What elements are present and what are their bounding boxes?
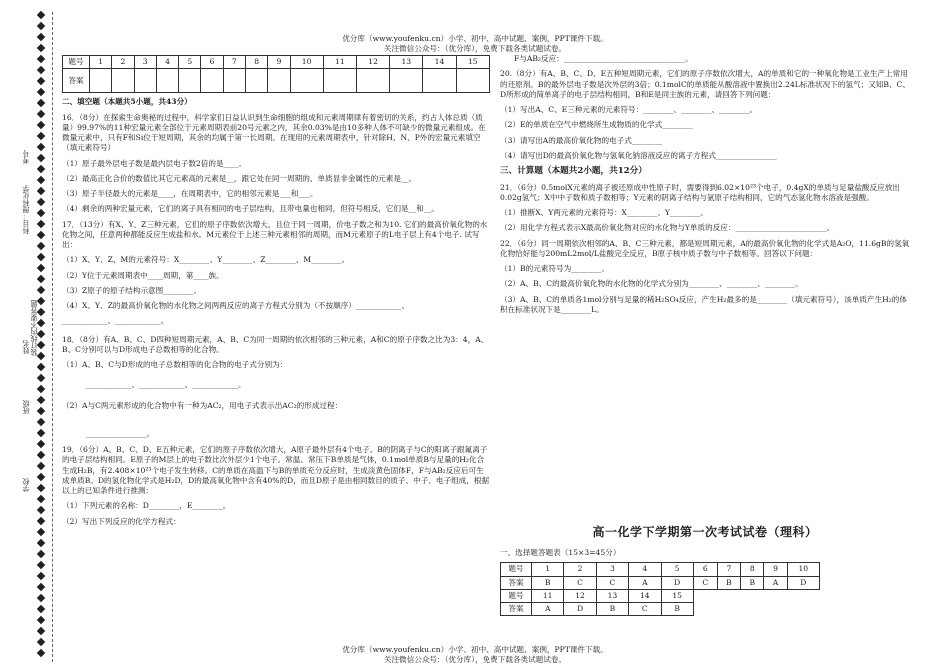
binding-diamond	[37, 22, 45, 30]
key-q: 5	[661, 563, 693, 576]
section2-heading: 二、填空题（本题共5小题，共43分）	[62, 97, 192, 107]
binding-diamond	[37, 528, 45, 536]
spine-class: 班级	[22, 400, 30, 414]
page-header	[250, 34, 700, 55]
q22-s1: （1）B的元素符号为________。	[500, 264, 610, 274]
key-q: 9	[764, 563, 787, 576]
binding-diamond	[37, 517, 45, 525]
grid-answer-cell[interactable]	[201, 69, 223, 93]
binding-diamond	[37, 495, 45, 503]
grid-answer-cell[interactable]	[223, 69, 245, 93]
binding-diamond	[37, 264, 45, 272]
left-column	[62, 55, 490, 532]
grid-num: 12	[356, 56, 389, 69]
key-label: 题号	[501, 563, 532, 576]
binding-diamond	[37, 539, 45, 547]
key-a: C	[564, 576, 596, 589]
binding-diamond	[37, 165, 45, 173]
q17-s4b: ____________、____________。	[62, 316, 169, 326]
binding-diamond	[37, 594, 45, 602]
q17-s3: （3）Z原子的原子结构示意图________。	[62, 285, 202, 295]
key-q: 14	[629, 589, 661, 602]
q17-s2: （2）Y位于元素周期表中____周期，第____族。	[62, 270, 224, 280]
q20-s4: （4）请写出D的最高价氧化物与氢氧化钠溶液反应的离子方程式________________	[500, 150, 777, 160]
binding-diamond	[37, 374, 45, 382]
q17-s1: （1）X、Y、Z、M的元素符号：X________、Y________、Z________、M________。	[62, 255, 350, 265]
left-body	[62, 97, 490, 527]
q20-s1: （1）写出A、C、E三种元素的元素符号：________、________、________。	[500, 105, 758, 114]
key-a: C	[629, 603, 661, 616]
q20-s3: （3）请写出A的最高价氧化物的电子式________	[500, 135, 663, 145]
binding-diamond	[37, 561, 45, 569]
answer-sheet-section1: 一、选择题答题表（15×3=45分）	[500, 548, 621, 558]
q18-s2: （2）A与C两元素形成的化合物中有一种为AC₂，用电子式表示出AC₂的形成过程：	[62, 400, 343, 410]
key-empty	[693, 589, 819, 602]
binding-diamond	[37, 363, 45, 371]
grid-answer-cell[interactable]	[112, 69, 134, 93]
binding-diamond	[37, 484, 45, 492]
grid-answer-cell[interactable]	[423, 69, 456, 93]
section3-heading: 三、计算题（本题共2小题，共12分）	[500, 166, 647, 176]
grid-num: 7	[223, 56, 245, 69]
grid-num: 1	[90, 56, 112, 69]
q20-s2: （2）E的单质在空气中燃烧所生成物质的化学式________	[500, 120, 693, 130]
grid-num: 6	[201, 56, 223, 69]
grid-answer-cell[interactable]	[323, 69, 356, 93]
binding-diamond	[37, 187, 45, 195]
key-a: C	[693, 576, 717, 589]
answer-key-table	[500, 562, 820, 616]
binding-diamond	[37, 132, 45, 140]
q17-s4: （4）X、Y、Z的最高价氧化物的水化物之间两两反应的离子方程式分别为（不按顺序）____________、	[62, 301, 410, 310]
spine-no-answer: 装订线内不要答题	[30, 300, 38, 356]
grid-num: 14	[423, 56, 456, 69]
q18-s1: （1）A、B、C与D形成的电子总数相等的化合物的电子式分别为：	[62, 360, 288, 369]
key-a: B	[717, 576, 740, 589]
q16-s1: （1）原子最外层电子数是最内层电子数2倍的是____。	[62, 158, 247, 168]
key-q: 1	[532, 563, 564, 576]
binding-diamond	[37, 220, 45, 228]
binding-diamond	[37, 143, 45, 151]
binding-line	[52, 12, 53, 662]
binding-diamond	[37, 154, 45, 162]
binding-diamond	[37, 88, 45, 96]
binding-diamond	[37, 583, 45, 591]
key-label: 题号	[501, 589, 532, 602]
binding-diamond	[37, 286, 45, 294]
grid-answer-cell[interactable]	[179, 69, 201, 93]
binding-diamond	[37, 440, 45, 448]
key-a: B	[741, 576, 764, 589]
binding-diamond	[37, 407, 45, 415]
grid-answer-cell[interactable]	[90, 69, 112, 93]
header-site-line: 优分库（www.youfenku.cn）小学、初中、高中试题、案例，PPT课件下载。	[342, 34, 608, 43]
answer-key-q-row-1	[501, 563, 820, 576]
grid-answer-cell[interactable]	[156, 69, 178, 93]
key-label: 答案	[501, 603, 532, 616]
key-q: 13	[596, 589, 628, 602]
binding-diamond	[37, 110, 45, 118]
grid-answer-cell[interactable]	[268, 69, 290, 93]
grid-num: 13	[390, 56, 423, 69]
binding-diamond	[37, 451, 45, 459]
key-q: 3	[596, 563, 628, 576]
key-a: A	[629, 576, 661, 589]
q16-s4: （4）剩余的两种宏量元素，它们的离子具有相同的电子层结构，且带电量也相同，但符号相反，它们是__和__。	[62, 204, 439, 214]
grid-answer-cell[interactable]	[134, 69, 156, 93]
q22-s3: （3）A、B、C的单质各1mol分别与足量的稀H₂SO₄反应，产生H₂最多的是________（填元素符号），该单质产生H₂的体积在标准状况下是________L。	[500, 294, 907, 314]
binding-diamond	[37, 176, 45, 184]
spine-name: 姓名	[22, 340, 30, 354]
key-a: A	[532, 603, 564, 616]
key-a: B	[661, 603, 693, 616]
q21-s2: （2）用化学方程式表示X最高价氧化物对应的水化物与Y单质的反应：________________________。	[500, 223, 835, 233]
binding-diamond	[37, 550, 45, 558]
answer-sheet	[500, 524, 910, 616]
q22-lead: 22．（6分）同一周期依次相邻的A、B、C三种元素，都是短周期元素，A的最高价氧化物的化学式是A₂O，11.6gB的氢氧化物恰好能与200mL2mol/L盐酸完全反应，B原子核中质子数与中子数相等。回答以下问题：	[500, 238, 910, 258]
binding-diamond	[37, 605, 45, 613]
binding-diamond	[37, 11, 45, 19]
key-label: 答案	[501, 576, 532, 589]
binding-diamond	[37, 231, 45, 239]
grid-answer-cell[interactable]	[390, 69, 423, 93]
q18-s1-blanks: ____________、____________、____________。	[86, 380, 246, 390]
q19-s1: （1）下列元素的名称：D________，E________。	[62, 501, 231, 511]
right-top-line: F与AB₂反应：________________________________。	[514, 54, 693, 63]
q19-s2: （2）写出下列反应的化学方程式：	[62, 516, 181, 526]
binding-diamond	[37, 462, 45, 470]
key-q: 7	[717, 563, 740, 576]
key-q: 2	[564, 563, 596, 576]
binding-diamond	[37, 44, 45, 52]
grid-num: 11	[323, 56, 356, 69]
grid-answer-cell[interactable]	[290, 69, 323, 93]
key-q: 10	[787, 563, 819, 576]
binding-diamond	[37, 253, 45, 261]
q16-s3: （3）原子半径最大的元素是____，在周期表中，它的相邻元素是___和___。	[62, 189, 318, 198]
grid-label: 答案	[63, 69, 90, 93]
q20-lead: 20.（8分）有A、B、C、D、E五种短周期元素，它们的原子序数依次增大，A的单质和它的一种氧化物是工业生产上常用的还原剂。B的最外层电子数是次外层的3倍；0.1molC的单质能从酸溶液中置换出2.24L标准状况下的氢气；又知B、C、D所形成的简单离子的电子层结构相同，B和E是同主族的元素，请回答下列问题：	[500, 69, 910, 99]
answer-grid-number-row	[63, 56, 490, 69]
key-q: 4	[629, 563, 661, 576]
binding-diamond	[37, 396, 45, 404]
binding-diamond	[37, 77, 45, 85]
q16-lead: 16．（8分）在探索生命奥秘的过程中，科学家们日益认识到生命细胞的组成和元素周期律有着密切的关系，约占人体总质（质量）99.97%的11种宏量元素全部位于元素周期表前20号元素之内，其余0.03%是由10多种人体不可缺少的微量元素组成。在微量元素中，只有F和Si位于短周期，其余的均属于第一长周期。在现用的元素周期表中，针对除H、N、P外的宏量元素填空（填元素符号）	[62, 112, 486, 153]
key-a: B	[532, 576, 564, 589]
key-a: D	[564, 603, 596, 616]
key-q: 8	[741, 563, 764, 576]
grid-num: 5	[179, 56, 201, 69]
grid-num: 10	[290, 56, 323, 69]
q21-lead: 21．（6分）0.5molX元素的离子被还原成中性原子时，需要得到6.02×10²³个电子，0.4gX的单质与足量盐酸反应放出0.02g氢气；X中中子数和质子数相等；Y元素的阴离子结构与氩原子结构相同，它的气态氢化物水溶液是强酸。	[500, 182, 900, 202]
q17-lead: 17．（13分）有X、Y、Z三种元素，它们的原子序数依次增大，且位于同一周期，价电子数之和为10. 它们的最高价氧化物的水化物之间，任意两种都能反应生成盐和水。M元素位于上述三种元素相邻的周期，而M元素原子的L电子层上有4个电子. 试写出：	[62, 219, 488, 249]
answer-grid-answer-row	[63, 69, 490, 93]
grid-answer-cell[interactable]	[245, 69, 267, 93]
key-a: C	[596, 576, 628, 589]
header-wechat-line: 关注微信公众号：（优分库），免费下载各类试题试卷。	[383, 44, 567, 54]
q21-s1: （1）推断X、Y两元素的元素符号：X________、Y________。	[500, 208, 708, 218]
binding-diamond	[37, 638, 45, 646]
q16-s2: （2）最高正化合价的数值比其它元素高的元素是__，跟它处在同一周期的、单质显非金属性的元素是__。	[62, 173, 417, 183]
binding-diamond	[37, 209, 45, 217]
grid-label: 题号	[63, 56, 90, 69]
key-empty	[693, 603, 819, 616]
key-q: 11	[532, 589, 564, 602]
binding-diamond	[37, 242, 45, 250]
grid-num: 3	[134, 56, 156, 69]
binding-diamond	[37, 418, 45, 426]
grid-answer-cell[interactable]	[456, 69, 489, 93]
binding-diamond	[37, 572, 45, 580]
key-a: D	[787, 576, 819, 589]
key-a: A	[764, 576, 787, 589]
q22-s2: （2）A、B、C的最高价氧化物的水化物的化学式分别为________、________、________。	[500, 279, 803, 289]
footer-wechat-line: 关注微信公众号：（优分库），免费下载各类试题试卷。	[383, 655, 567, 665]
q19-lead: 19．（6分）A、B、C、D、E五种元素，它们的原子序数依次增大，A原子最外层有4个电子。B的阴离子与C的阳离子跟氟离子的电子层结构相同。E原子的M层上的电子数比次外层少1个电子。常温、常压下B单质是气体，0.1mol单质B与足量的H₂化合生成H₂B，有2.408×10²³个电子发生转移。C的单质在高温下与B的单质充分反应时，生成淡黄色固体F，F与AB₂反应后可生成单质B。D的氢化物化学式是H₂D，D的最高氧化物中含有40%的D，而且D原子是由相同数目的质子、中子、电子组成，根据以上的已知条件进行推测：	[62, 445, 490, 495]
key-a: B	[596, 603, 628, 616]
right-column	[500, 54, 910, 320]
answer-grid	[62, 55, 490, 93]
grid-num: 15	[456, 56, 489, 69]
binding-diamond	[37, 33, 45, 41]
binding-diamond	[37, 66, 45, 74]
q18-lead: 18．（8分）有A、B、C、D四种短周期元素，A、B、C为同一周期的依次相邻的三种元素，A和C的原子序数之比为3：4，A、B、C分别可以与D形成电子总数相等的化合物。	[62, 334, 489, 354]
answer-key-q-row-2	[501, 589, 820, 602]
answer-key-a-row-2	[501, 603, 820, 616]
key-q: 12	[564, 589, 596, 602]
q18-s2-blank: ________________。	[86, 428, 155, 438]
binding-diamond	[37, 506, 45, 514]
binding-diamond	[37, 55, 45, 63]
grid-answer-cell[interactable]	[356, 69, 389, 93]
key-q: 6	[693, 563, 717, 576]
spine-school: 学校	[22, 478, 30, 492]
grid-num: 2	[112, 56, 134, 69]
binding-diamond	[37, 275, 45, 283]
spine-exam-no: 考号	[22, 150, 30, 164]
answer-key-a-row-1	[501, 576, 820, 589]
binding-diamond	[37, 99, 45, 107]
binding-diamond	[37, 649, 45, 657]
grid-num: 4	[156, 56, 178, 69]
answer-sheet-title: 高一化学下学期第一次考试试卷（理科）	[592, 525, 818, 539]
spine-subject: 科目：理科化学	[22, 185, 30, 234]
binding-diamond	[37, 616, 45, 624]
binding-diamond	[37, 473, 45, 481]
binding-diamond	[37, 385, 45, 393]
footer-site-line: 优分库（www.youfenku.cn）小学、初中、高中试题、案例，PPT课件下载。	[342, 645, 608, 654]
page-footer	[250, 645, 700, 666]
binding-diamond	[37, 627, 45, 635]
key-q: 15	[661, 589, 693, 602]
grid-num: 8	[245, 56, 267, 69]
binding-diamond	[37, 429, 45, 437]
key-a: D	[661, 576, 693, 589]
binding-diamond	[37, 198, 45, 206]
grid-num: 9	[268, 56, 290, 69]
binding-diamond	[37, 121, 45, 129]
